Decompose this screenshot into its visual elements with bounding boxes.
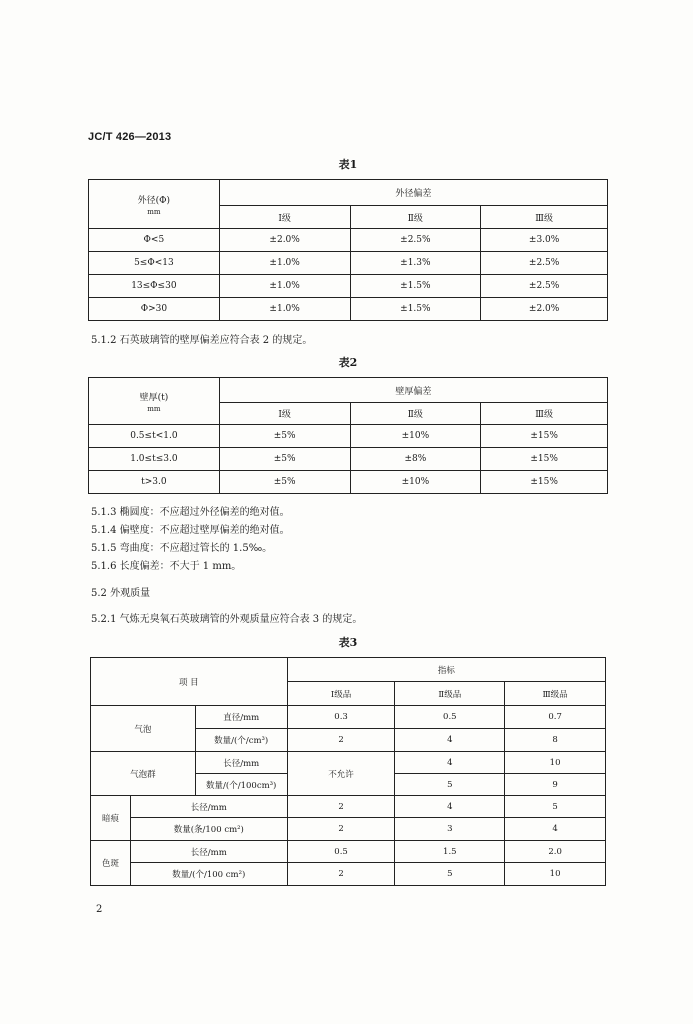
clause-5-1-6: 5.1.6 长度偏差：不大于 1 mm。 [91, 561, 242, 572]
table3-sub-label: 数量/(个/cm³) [195, 729, 287, 752]
table1 [88, 179, 608, 321]
table-row [89, 448, 608, 471]
table3-grade-2: Ⅱ级品 [395, 682, 505, 706]
table-cell: 5 [395, 863, 505, 886]
table-row [89, 471, 608, 494]
table1-group-header: 外径偏差 [219, 180, 607, 206]
table-row [89, 252, 608, 275]
standard-code-header: JC/T 426—2013 [88, 131, 172, 143]
table-cell: ±2.5% [481, 252, 608, 275]
table2-row-label: t>3.0 [89, 471, 220, 494]
table3-sub-label: 长径/mm [130, 796, 287, 818]
clause-5-1-5: 5.1.5 弯曲度：不应超过管长的 1.5‰。 [91, 543, 273, 554]
table2-row-label: 1.0≤t≤3.0 [89, 448, 220, 471]
table2-grade-1: Ⅰ级 [219, 403, 350, 425]
table-cell: ±1.5% [350, 298, 481, 321]
table-cell: 2.0 [505, 841, 606, 863]
table3-grade-1: Ⅰ级品 [287, 682, 395, 706]
table-cell: ±1.0% [219, 298, 350, 321]
table2-head-cell [89, 378, 220, 425]
table1-grade-1: Ⅰ级 [219, 206, 350, 229]
table-cell: ±2.0% [481, 298, 608, 321]
table2-unit: mm [147, 404, 161, 413]
table3-bubble-group-label: 气泡群 [91, 752, 196, 796]
table-cell: 2 [287, 796, 395, 818]
clause-5-1-3: 5.1.3 椭圆度：不应超过外径偏差的绝对值。 [91, 507, 290, 518]
table3 [90, 657, 606, 886]
table1-row-label: Φ>30 [89, 298, 220, 321]
table-row [91, 841, 606, 863]
table-cell: ±1.0% [219, 275, 350, 298]
table-cell: ±1.5% [350, 275, 481, 298]
table-row [91, 863, 606, 886]
table-cell: ±2.5% [481, 275, 608, 298]
table3-sub-label: 数量/(个/100cm³) [195, 774, 287, 796]
clause-5-1-4: 5.1.4 偏壁度：不应超过壁厚偏差的绝对值。 [91, 525, 290, 536]
table1-head-label: 外径(Φ) [137, 195, 171, 206]
table-cell: ±8% [350, 448, 481, 471]
table3-sub-label: 长径/mm [195, 752, 287, 774]
table-cell: 4 [395, 729, 505, 752]
table-cell: 5 [395, 774, 505, 796]
table-row [91, 752, 606, 774]
table-row [89, 275, 608, 298]
table3-grade-3: Ⅲ级品 [505, 682, 606, 706]
table2-group-header: 壁厚偏差 [219, 378, 607, 403]
table3-streak-label: 暗痕 [91, 796, 131, 841]
table1-row-label: 13≤Φ≤30 [89, 275, 220, 298]
table-cell: 0.5 [287, 841, 395, 863]
table-cell: ±15% [481, 448, 608, 471]
table-row [91, 818, 606, 841]
table3-bubble-label: 气泡 [91, 706, 196, 752]
table2-grade-2: Ⅱ级 [350, 403, 481, 425]
table1-head-cell [89, 180, 220, 229]
clause-5-1-2: 5.1.2 石英玻璃管的壁厚偏差应符合表 2 的规定。 [91, 335, 313, 346]
table-row [91, 796, 606, 818]
table-cell: ±5% [219, 448, 350, 471]
table-cell: ±3.0% [481, 229, 608, 252]
table3-caption: 表3 [338, 636, 358, 649]
table-cell: 2 [287, 818, 395, 841]
table3-sub-label: 数量(条/100 cm²) [130, 818, 287, 841]
table-cell: ±15% [481, 471, 608, 494]
table-row [89, 425, 608, 448]
table-row [89, 298, 608, 321]
clause-5-2-1: 5.2.1 气炼无臭氧石英玻璃管的外观质量应符合表 3 的规定。 [91, 614, 363, 625]
table2-grade-3: Ⅲ级 [481, 403, 608, 425]
table2-head-label: 壁厚(t) [139, 392, 169, 403]
table3-group-header: 指标 [287, 658, 605, 682]
table3-sub-label: 长径/mm [130, 841, 287, 863]
table2-row-label: 0.5≤t<1.0 [89, 425, 220, 448]
table-cell: 3 [395, 818, 505, 841]
table-cell: 4 [395, 796, 505, 818]
table-cell: ±10% [350, 471, 481, 494]
table1-row-label: Φ<5 [89, 229, 220, 252]
table1-grade-2: Ⅱ级 [350, 206, 481, 229]
table-cell: ±2.5% [350, 229, 481, 252]
table3-sub-label: 直径/mm [195, 706, 287, 729]
table-cell: 0.5 [395, 706, 505, 729]
table-cell: ±1.3% [350, 252, 481, 275]
table1-caption: 表1 [338, 158, 358, 171]
table2-caption: 表2 [338, 356, 358, 369]
table-cell: ±15% [481, 425, 608, 448]
table-cell: 10 [505, 863, 606, 886]
table-cell: ±10% [350, 425, 481, 448]
table-cell: 0.7 [505, 706, 606, 729]
table3-not-allowed: 不允许 [287, 752, 395, 796]
table1-unit: mm [147, 207, 161, 216]
table-cell: ±5% [219, 471, 350, 494]
table2 [88, 377, 608, 494]
table-cell: 4 [505, 818, 606, 841]
table-cell: 2 [287, 863, 395, 886]
table-cell: 5 [505, 796, 606, 818]
table1-grade-3: Ⅲ级 [481, 206, 608, 229]
section-5-2-heading: 5.2 外观质量 [91, 588, 151, 599]
table-row [89, 229, 608, 252]
table3-item-header: 项 目 [91, 658, 288, 706]
table-row [91, 706, 606, 729]
table-cell: 1.5 [395, 841, 505, 863]
table-cell: 2 [287, 729, 395, 752]
page-number: 2 [96, 904, 103, 915]
table3-spot-label: 色斑 [91, 841, 131, 886]
table1-row-label: 5≤Φ<13 [89, 252, 220, 275]
table-cell: 10 [505, 752, 606, 774]
table3-sub-label: 数量/(个/100 cm²) [130, 863, 287, 886]
table-cell: 4 [395, 752, 505, 774]
table-cell: ±2.0% [219, 229, 350, 252]
table-cell: 0.3 [287, 706, 395, 729]
table-cell: ±1.0% [219, 252, 350, 275]
table-cell: ±5% [219, 425, 350, 448]
table-cell: 9 [505, 774, 606, 796]
table-cell: 8 [505, 729, 606, 752]
